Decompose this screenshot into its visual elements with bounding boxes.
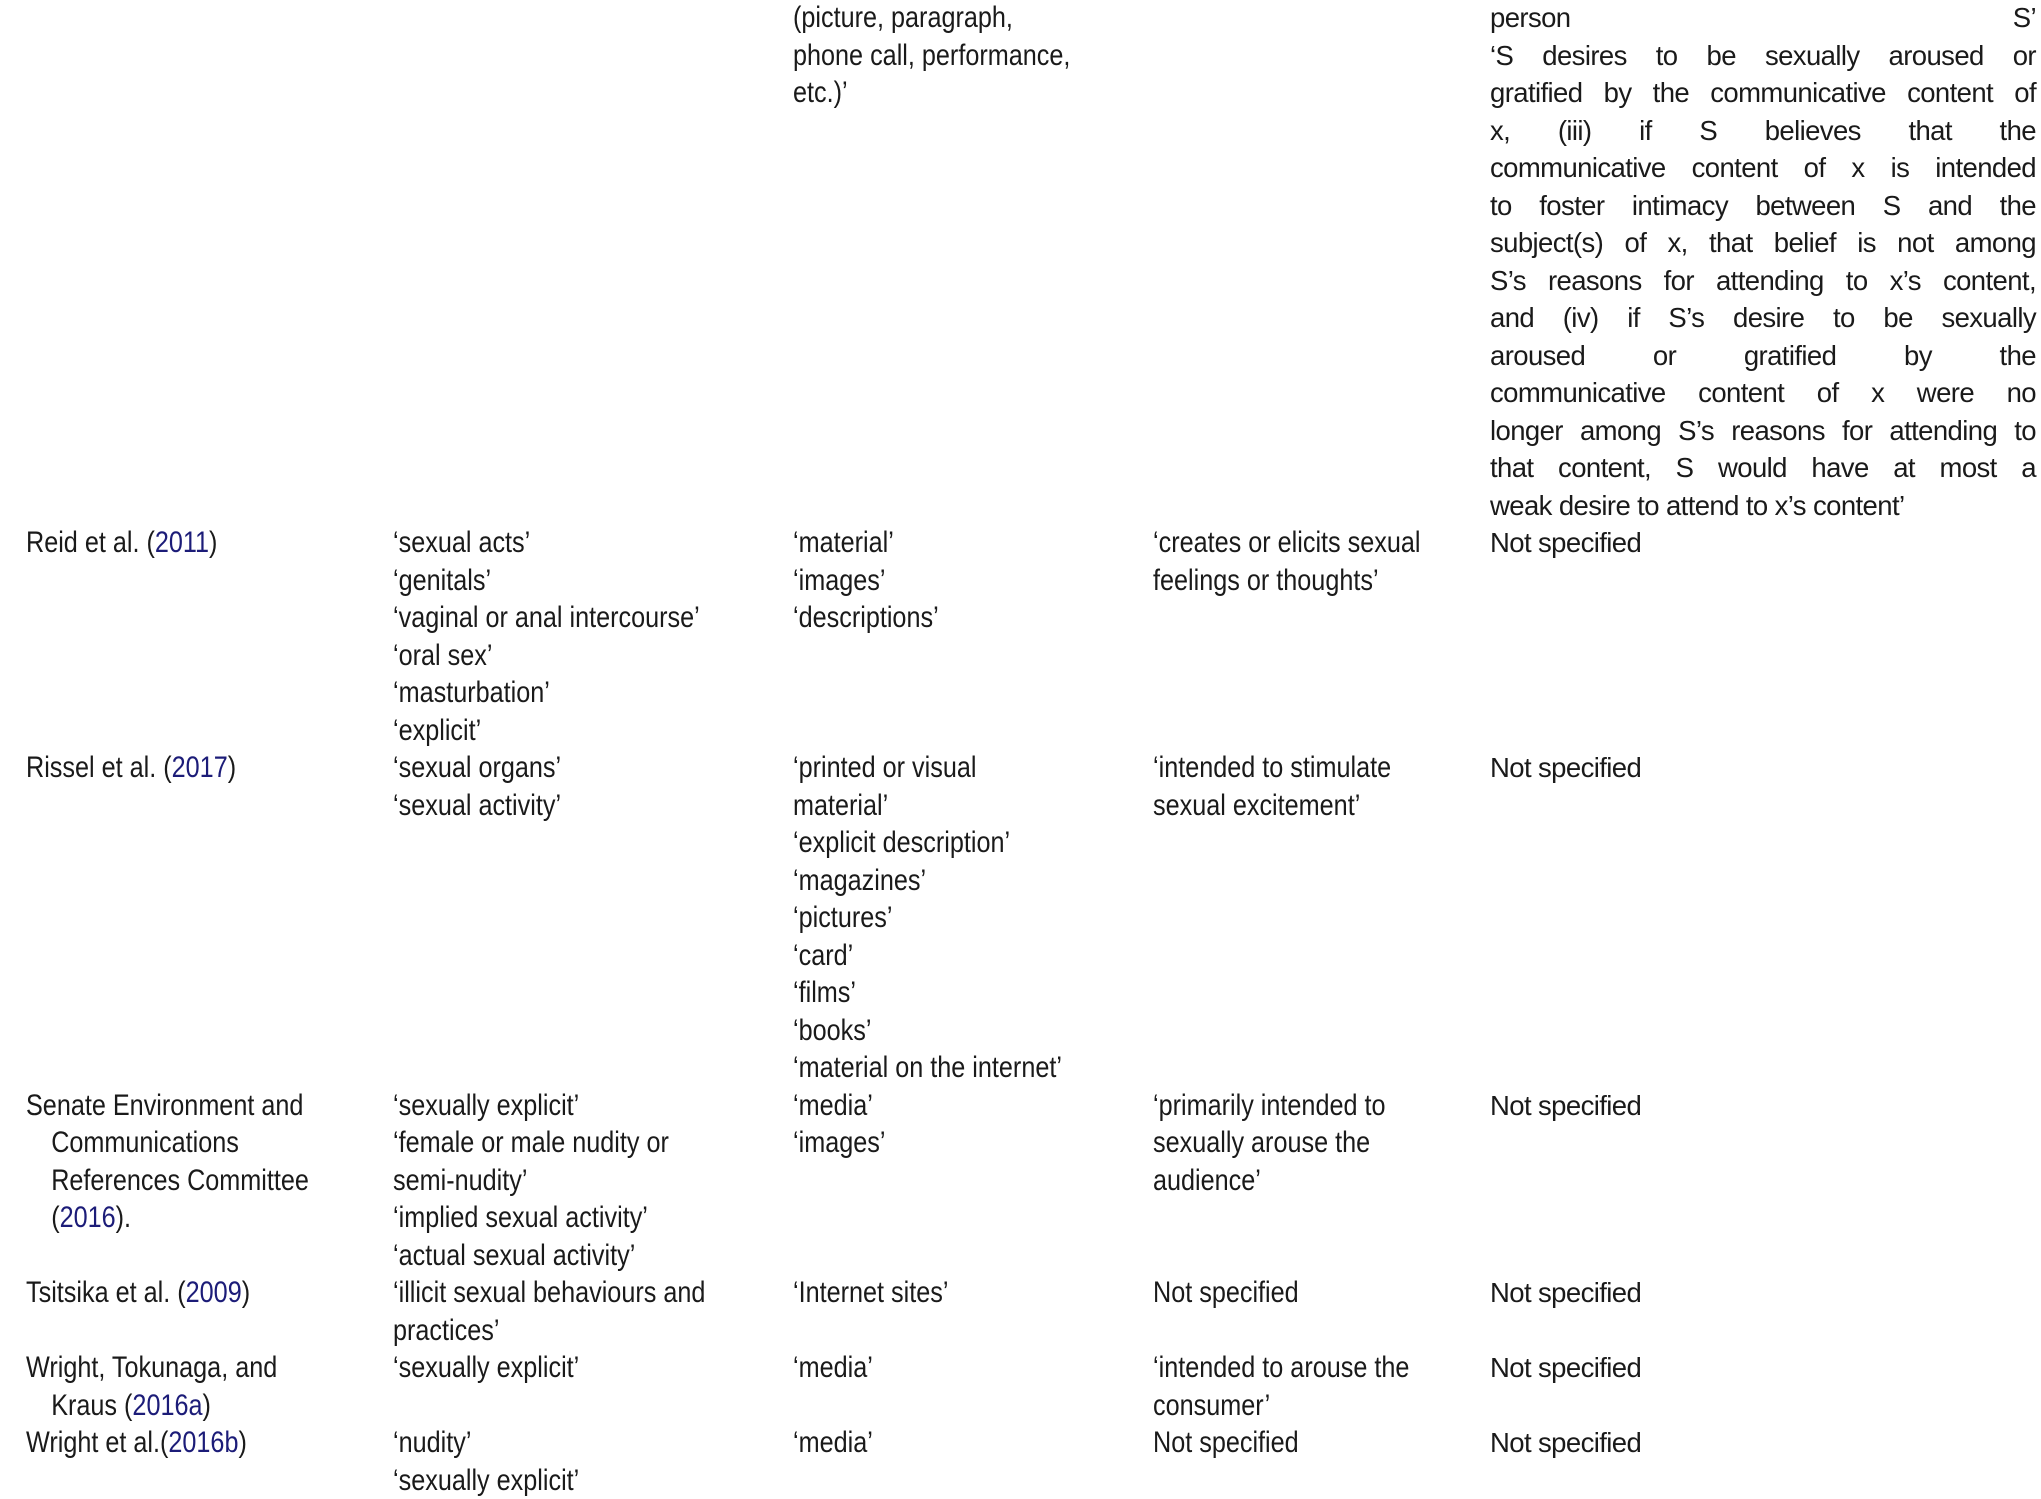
medium-line: ‘media’: [793, 1087, 1087, 1125]
study-text-suffix: ): [203, 1389, 211, 1422]
citation-year-link[interactable]: 2016a: [132, 1389, 202, 1422]
purpose-cell: [1153, 524, 1483, 599]
study-line: [26, 749, 320, 787]
explicit-content-cell: [393, 1349, 783, 1387]
explicit-content-cell: [393, 1274, 783, 1349]
explicit-content-line: ‘sexual activity’: [393, 787, 721, 825]
medium-line: ‘media’: [793, 1349, 1087, 1387]
study-text: Wright et al.(: [26, 1426, 168, 1459]
purpose-line: ‘intended to stimulate: [1153, 749, 1430, 787]
study-text-suffix: ).: [116, 1201, 131, 1234]
table-row: [0, 0, 2041, 524]
definition-line: Not specified: [1490, 1274, 2036, 1312]
medium-line: ‘printed or visual: [793, 749, 1087, 787]
explicit-content-cell: [393, 749, 783, 824]
definition-cell: [1490, 1349, 2036, 1387]
purpose-line: ‘creates or elicits sexual: [1153, 524, 1430, 562]
citation-year-link[interactable]: 2011: [155, 526, 209, 559]
purpose-line: sexually arouse the: [1153, 1124, 1430, 1162]
citation-year-link[interactable]: 2016: [60, 1201, 116, 1234]
definition-line: Not specified: [1490, 1349, 2036, 1387]
medium-line: ‘images’: [793, 1124, 1087, 1162]
explicit-content-line: ‘actual sexual activity’: [393, 1237, 721, 1275]
medium-cell: [793, 0, 1143, 112]
explicit-content-cell: [393, 1424, 783, 1499]
study-line: [26, 1199, 320, 1237]
definition-line: S’s reasons for attending to x’s content,: [1490, 262, 2036, 300]
definition-cell: [1490, 0, 2036, 524]
medium-cell: [793, 1349, 1143, 1387]
explicit-content-line: ‘oral sex’: [393, 637, 721, 675]
purpose-line: sexual excitement’: [1153, 787, 1430, 825]
table-row: [0, 1274, 2041, 1349]
study-text: References Committee: [51, 1164, 309, 1197]
explicit-content-line: ‘sexually explicit’: [393, 1087, 721, 1125]
study-text: Wright, Tokunaga, and: [26, 1351, 277, 1384]
definition-cell: [1490, 749, 2036, 787]
medium-line: ‘Internet sites’: [793, 1274, 1087, 1312]
citation-year-link[interactable]: 2016b: [168, 1426, 238, 1459]
medium-line: ‘magazines’: [793, 862, 1087, 900]
study-text: (: [51, 1201, 59, 1234]
purpose-cell: [1153, 1274, 1483, 1312]
study-cell: [26, 1274, 376, 1312]
purpose-cell: [1153, 1349, 1483, 1424]
medium-cell: [793, 1424, 1143, 1462]
explicit-content-line: semi-nudity’: [393, 1162, 721, 1200]
definition-line: person S’: [1490, 0, 2036, 37]
definition-line: longer among S’s reasons for attending to: [1490, 412, 2036, 450]
purpose-line: feelings or thoughts’: [1153, 562, 1430, 600]
explicit-content-line: ‘masturbation’: [393, 674, 721, 712]
definition-line: Not specified: [1490, 1087, 2036, 1125]
study-line: [26, 1387, 320, 1425]
explicit-content-line: ‘sexual acts’: [393, 524, 721, 562]
medium-line: ‘material’: [793, 524, 1087, 562]
study-line: [26, 1124, 320, 1162]
medium-line: (picture, paragraph,: [793, 0, 1087, 37]
definition-cell: [1490, 1087, 2036, 1125]
table-row: [0, 749, 2041, 1087]
study-line: [26, 524, 320, 562]
purpose-line: consumer’: [1153, 1387, 1430, 1425]
study-text: Senate Environment and: [26, 1089, 303, 1122]
medium-line: ‘images’: [793, 562, 1087, 600]
definition-line: subject(s) of x, that belief is not among: [1490, 224, 2036, 262]
definition-line: to foster intimacy between S and the: [1490, 187, 2036, 225]
medium-cell: [793, 1087, 1143, 1162]
explicit-content-cell: [393, 1087, 783, 1275]
study-text: Communications: [51, 1126, 239, 1159]
definition-line: Not specified: [1490, 1424, 2036, 1462]
definition-cell: [1490, 524, 2036, 562]
medium-line: ‘card’: [793, 937, 1087, 975]
medium-line: ‘books’: [793, 1012, 1087, 1050]
study-cell: [26, 1087, 376, 1237]
study-line: [26, 1274, 320, 1312]
medium-cell: [793, 524, 1143, 637]
purpose-line: ‘primarily intended to: [1153, 1087, 1430, 1125]
citation-year-link[interactable]: 2009: [186, 1276, 242, 1309]
explicit-content-line: ‘sexual organs’: [393, 749, 721, 787]
study-text: Rissel et al. (: [26, 751, 172, 784]
study-line: [26, 1349, 320, 1387]
medium-line: ‘pictures’: [793, 899, 1087, 937]
medium-line: phone call, performance,: [793, 37, 1087, 75]
medium-line: ‘films’: [793, 974, 1087, 1012]
table-row: [0, 1424, 2041, 1499]
definition-line: communicative content of x is intended: [1490, 149, 2036, 187]
definition-line: and (iv) if S’s desire to be sexually: [1490, 299, 2036, 337]
citation-year-link[interactable]: 2017: [172, 751, 228, 784]
study-cell: [26, 1349, 376, 1424]
definition-line: Not specified: [1490, 749, 2036, 787]
study-line: [26, 1087, 320, 1125]
table-row: [0, 524, 2041, 749]
medium-line: ‘descriptions’: [793, 599, 1087, 637]
definition-line: that content, S would have at most a: [1490, 449, 2036, 487]
medium-line: ‘explicit description’: [793, 824, 1087, 862]
study-text-suffix: ): [242, 1276, 250, 1309]
explicit-content-cell: [393, 524, 783, 749]
study-cell: [26, 524, 376, 562]
purpose-line: Not specified: [1153, 1424, 1430, 1462]
purpose-cell: [1153, 1087, 1483, 1200]
explicit-content-line: ‘sexually explicit’: [393, 1349, 721, 1387]
study-text: Tsitsika et al. (: [26, 1276, 186, 1309]
study-line: [26, 1162, 320, 1200]
explicit-content-line: ‘nudity’: [393, 1424, 721, 1462]
explicit-content-line: practices’: [393, 1312, 721, 1350]
study-text: Reid et al. (: [26, 526, 155, 559]
definition-line: weak desire to attend to x’s content’: [1490, 487, 2036, 525]
explicit-content-line: ‘explicit’: [393, 712, 721, 750]
explicit-content-line: ‘illicit sexual behaviours and: [393, 1274, 721, 1312]
study-line: [26, 1424, 320, 1462]
medium-line: ‘media’: [793, 1424, 1087, 1462]
medium-line: etc.)’: [793, 74, 1087, 112]
purpose-cell: [1153, 749, 1483, 824]
medium-cell: [793, 749, 1143, 1087]
medium-cell: [793, 1274, 1143, 1312]
definition-line: ‘S desires to be sexually aroused or: [1490, 37, 2036, 75]
explicit-content-line: ‘vaginal or anal intercourse’: [393, 599, 721, 637]
definition-line: communicative content of x were no: [1490, 374, 2036, 412]
table-row: [0, 1349, 2041, 1424]
study-text: Kraus (: [51, 1389, 132, 1422]
purpose-cell: [1153, 1424, 1483, 1462]
table-row: [0, 1087, 2041, 1275]
study-text-suffix: ): [209, 526, 217, 559]
study-text-suffix: ): [228, 751, 236, 784]
study-cell: [26, 749, 376, 787]
definition-cell: [1490, 1424, 2036, 1462]
definition-cell: [1490, 1274, 2036, 1312]
explicit-content-line: ‘sexually explicit’: [393, 1462, 721, 1499]
definition-line: aroused or gratified by the: [1490, 337, 2036, 375]
study-text-suffix: ): [238, 1426, 246, 1459]
purpose-line: ‘intended to arouse the: [1153, 1349, 1430, 1387]
study-cell: [26, 1424, 376, 1462]
medium-line: ‘material on the internet’: [793, 1049, 1087, 1087]
medium-line: material’: [793, 787, 1087, 825]
explicit-content-line: ‘genitals’: [393, 562, 721, 600]
explicit-content-line: ‘female or male nudity or: [393, 1124, 721, 1162]
definition-line: x, (iii) if S believes that the: [1490, 112, 2036, 150]
explicit-content-line: ‘implied sexual activity’: [393, 1199, 721, 1237]
definition-line: gratified by the communicative content of: [1490, 74, 2036, 112]
definition-line: Not specified: [1490, 524, 2036, 562]
purpose-line: Not specified: [1153, 1274, 1430, 1312]
purpose-line: audience’: [1153, 1162, 1430, 1200]
